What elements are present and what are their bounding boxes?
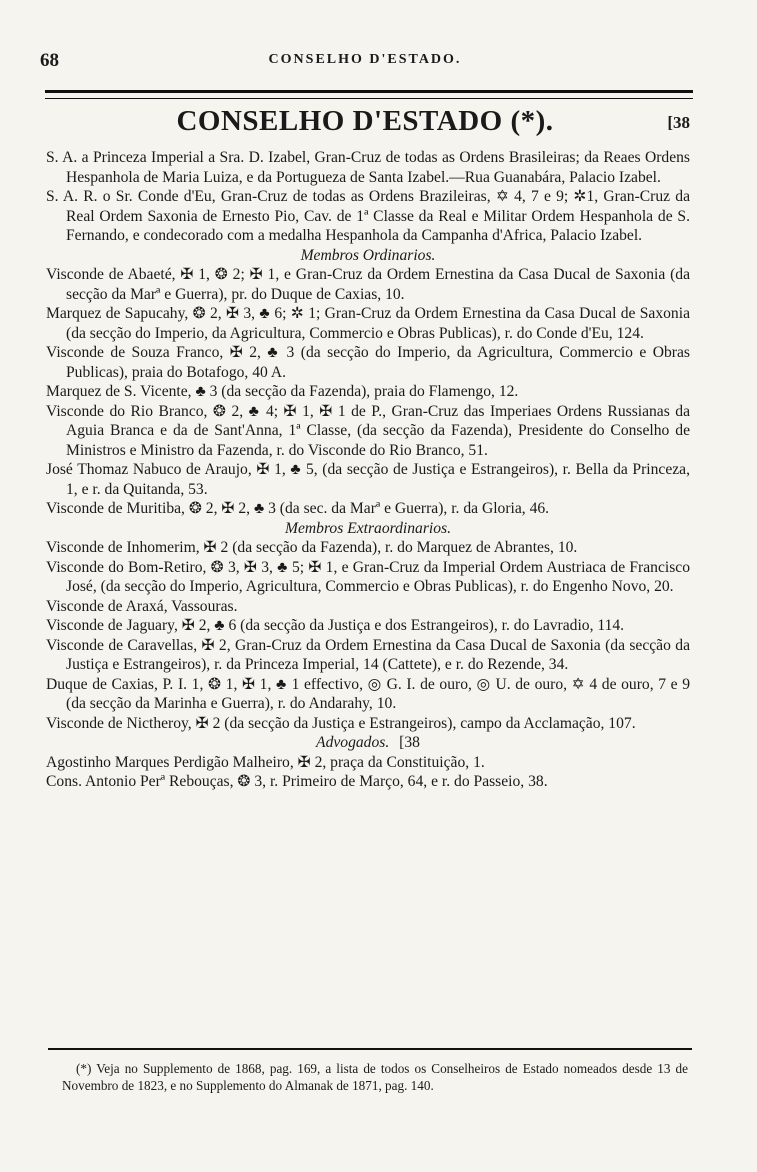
list-item: Visconde de Jaguary, ✠ 2, ♣ 6 (da secção da Justiça e dos Estrangeiros), r. do Lavradio, 114. xyxy=(46,617,625,634)
section-heading-advogados-label: Advogados. xyxy=(316,734,390,751)
list-item: Visconde de Abaeté, ✠ 1, ❂ 2; ✠ 1, e Gran-Cruz da Ordem Ernestina da Casa Ducal de Saxonia (da secção da Marª e Guerra), pr. do Duque de Caxias, 10. xyxy=(46,266,690,303)
section-title xyxy=(40,105,690,143)
document-body xyxy=(46,148,690,792)
section-heading-advogados-ref: [38 xyxy=(399,734,420,751)
running-title: CONSELHO D'ESTADO. xyxy=(268,52,462,67)
footnote-text: (*) Veja no Supplemento de 1868, pag. 169, a lista de todos os Conselheiros de Estado nomeados desde 13 de Novembro de 1823, e no Supplemento do Almanak de 1871, pag. 140. xyxy=(62,1061,688,1093)
list-item: Visconde do Bom-Retiro, ❂ 3, ✠ 3, ♣ 5; ✠ 1, e Gran-Cruz da Imperial Ordem Austriaca de Francisco José, (da secção do Imperio, Agricultura, Commercio e Obras Publicas), r. do Engenho Novo, 20. xyxy=(46,558,690,595)
list-item: Agostinho Marques Perdigão Malheiro, ✠ 2, praça da Constituição, 1. xyxy=(46,753,485,771)
page-title: CONSELHO D'ESTADO (*). xyxy=(176,105,554,137)
list-item: Cons. Antonio Perª Rebouças, ❂ 3, r. Primeiro de Março, 64, e r. do Passeio, 38. xyxy=(46,773,548,790)
page-number: 68 xyxy=(40,50,59,71)
list-item: José Thomaz Nabuco de Araujo, ✠ 1, ♣ 5, (da secção de Justiça e Estrangeiros), r. Bella da Princeza, 1, e r. da Quitanda, 53. xyxy=(46,461,690,498)
section-heading-extraordinarios: Membros Extraordinarios. xyxy=(284,519,452,537)
list-item: Visconde de Souza Franco, ✠ 2, ♣ 3 (da secção do Imperio, da Agricultura, Commercio e Obras Publicas), praia do Botafogo, 40 A. xyxy=(46,344,690,381)
footnote-rule xyxy=(48,1048,692,1050)
entry-princeza: S. A. a Princeza Imperial a Sra. D. Izabel, Gran-Cruz de todas as Ordens Brasileiras; da Reaes Ordens Hespanhola de Maria Luiza, e da Portugueza de Santa Izabel.—Rua Guanabára, Palacio Izabel. xyxy=(46,149,690,186)
list-item: Visconde de Muritiba, ❂ 2, ✠ 2, ♣ 3 (da sec. da Marª e Guerra), r. da Gloria, 46. xyxy=(46,500,550,517)
list-item: Duque de Caxias, P. I. 1, ❂ 1, ✠ 1, ♣ 1 effectivo, ◎ G. I. de ouro, ◎ U. de ouro, ✡ 4 de ouro, 7 e 9 (da secção da Marinha e Guerra), r. do Andarahy, 10. xyxy=(46,675,690,712)
list-item: Marquez de Sapucahy, ❂ 2, ✠ 3, ♣ 6; ✲ 1; Gran-Cruz da Ordem Ernestina da Casa Ducal de Saxonia (da secção do Imperio, da Agricultura, Commercio e Obras Publicas), r. do Conde d'Eu, 124. xyxy=(46,305,690,342)
list-item: Visconde do Rio Branco, ❂ 2, ♣ 4; ✠ 1, ✠ 1 de P., Gran-Cruz das Imperiaes Ordens Russianas da Aguia Branca e da de Sant'Anna, 1ª Classe, (da secção da Fazenda), Presidente do Conselho de Ministros e Ministro da Fazenda, r. do Visconde do Rio Branco, 51. xyxy=(46,402,690,459)
list-item: Visconde de Inhomerim, ✠ 2 (da secção da Fazenda), r. do Marquez de Abrantes, 10. xyxy=(46,539,578,556)
list-item: Visconde de Araxá, Vassouras. xyxy=(46,597,238,615)
footnote xyxy=(48,1060,688,1094)
list-item: Visconde de Caravellas, ✠ 2, Gran-Cruz da Ordem Ernestina da Casa Ducal de Saxonia (da secção da Justiça e Estrangeiros), r. da Princeza Imperial, 14 (Cattete), e r. do Rezende, 34. xyxy=(46,636,690,673)
entry-conde-deu: S. A. R. o Sr. Conde d'Eu, Gran-Cruz de todas as Ordens Brazileiras, ✡ 4, 7 e 9; ✲1, Gran-Cruz da Real Ordem Saxonia de Ernesto Pio, Cav. de 1ª Classe da Real e Militar Ordem Hespanhola de S. Fernando, e condecorado com a medalha Hespanhola da Campanha d'Africa, Palacio Izabel. xyxy=(46,188,690,244)
header-rule xyxy=(45,90,693,99)
list-item: Visconde de Nictheroy, ✠ 2 (da secção da Justiça e Estrangeiros), campo da Acclamação, 107. xyxy=(46,714,636,732)
title-reference: [38 xyxy=(667,113,690,132)
section-heading-ordinarios: Membros Ordinarios. xyxy=(300,246,436,264)
running-header xyxy=(40,50,690,72)
section-heading-advogados xyxy=(46,733,690,753)
list-item: Marquez de S. Vicente, ♣ 3 (da secção da Fazenda), praia do Flamengo, 12. xyxy=(46,383,519,400)
